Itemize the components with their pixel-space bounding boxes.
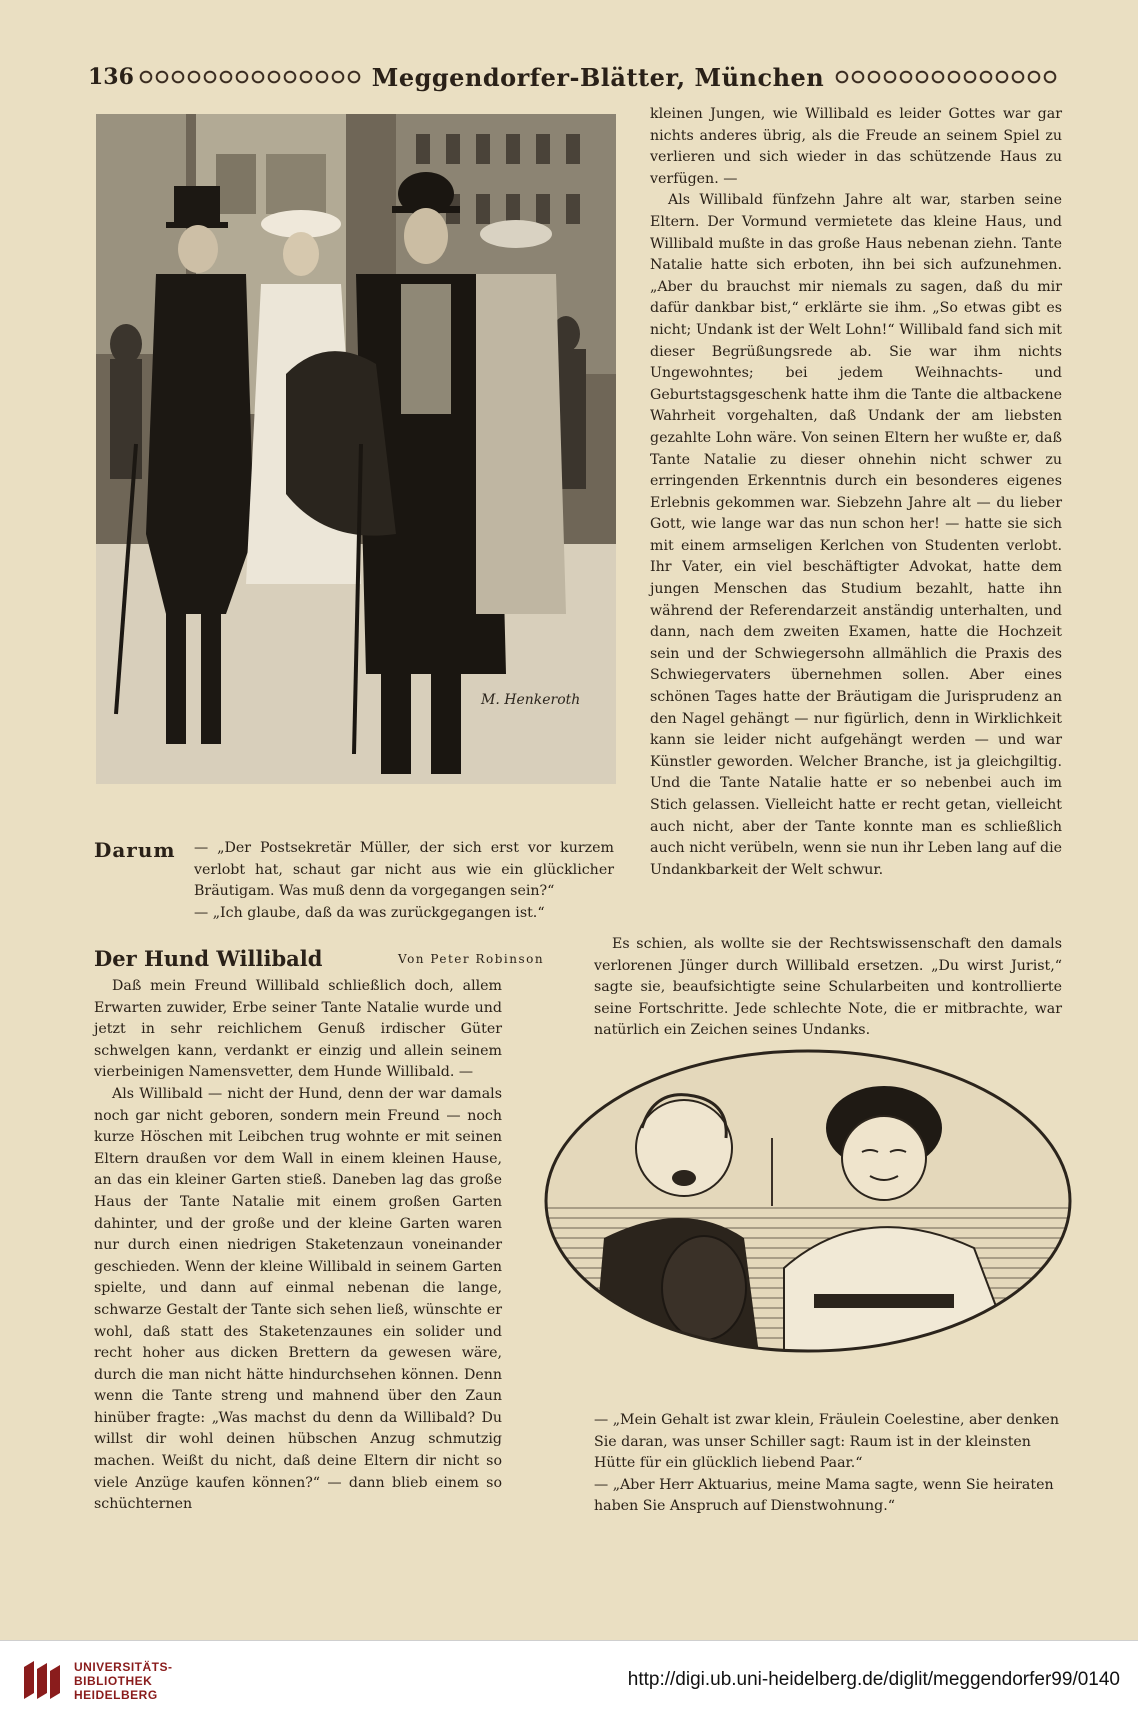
caption-title: Darum	[94, 838, 176, 862]
caption-line: — „Ich glaube, daß da was zurückgegangen ist.“	[194, 904, 545, 921]
left-text-column	[94, 976, 502, 1516]
library-name-line: BIBLIOTHEK	[74, 1674, 153, 1688]
illustration-street-scene	[96, 114, 616, 784]
caption-body	[194, 838, 614, 924]
illustration-couple-cartoon	[544, 1048, 1072, 1354]
library-logo-icon	[20, 1657, 62, 1703]
right-text-continuation	[594, 934, 1062, 1042]
caption-line: — „Der Postsekretär Müller, der sich erst vor kurzem verlobt hat, schaut gar nicht aus wie ein glücklicher Bräutigam. Was muß denn da vorgegangen sein?“	[194, 840, 614, 900]
cartoon-caption	[594, 1410, 1060, 1518]
source-url-link[interactable]: http://digi.ub.uni-heidelberg.de/diglit/meggendorfer99/0140	[627, 1669, 1120, 1690]
right-text-column	[650, 104, 1062, 881]
paragraph: Es schien, als wollte sie der Rechtswissenschaft den damals verlorenen Jünger durch Willibald ersetzen. „Du wirst Jurist,“ sagte sie, beaufsichtigte seine Schularbeiten und kontrollierte seine Fortschritte. Jede schlechte Note, die er mitbrachte, war natürlich ein Zeichen seines Undanks.	[594, 936, 1062, 1039]
caption-line: — „Aber Herr Aktuarius, meine Mama sagte, wenn Sie heiraten haben Sie Anspruch auf Dienstwohnung.“	[594, 1476, 1054, 1515]
paragraph: Als Willibald fünfzehn Jahre alt war, starben seine Eltern. Der Vormund vermietete das kleine Haus, und Willibald mußte in das große Haus nebenan ziehn. Tante Natalie hatte sich erboten, ihn bei sich aufzunehmen. „Aber du brauchst mir niemals zu sagen, daß du mir dafür dankbar bist,“ erklärte sie ihm. „So etwas gibt es nicht; Undank ist der Welt Lohn!“ Willibald fand sich mit dieser Begrüßungsrede ab. Sie war ihm nichts Ungewohntes; bei jedem Weihnachts- und Geburtstagsgeschenk hatte ihm die Tante die altbackene Wahrheit vorgehalten, daß Undank der am liebsten gezahlte Lohn wäre. Von seinen Eltern her wußte er, daß Tante Natalie zu dieser ohnehin nicht schwer zu erringenden Erkenntnis durch ein besonderes eigenes Erlebnis gekommen war. Siebzehn Jahre alt — du lieber Gott, wie lange war das nun schon her! — hatte sie sich mit einem armseligen Kerlchen von Studenten verlobt. Ihr Vater, ein viel beschäftigter Advokat, hatte dem jungen Menschen das Studium bezahlt, hatte ihn während der Referendarzeit anständig unterhalten, und dann, nach dem zweiten Examen, hatte die Hochzeit sein und der Schwiegersohn allmählich die Praxis des Schwiegervaters übernehmen sollen. Aber eines schönen Tages hatte der Bräutigam die Jurisprudenz an den Nagel gehängt — nur figürlich, denn in Wirklichkeit kann sie leider nicht aufgehängt werden — und war Künstler geworden. Welcher Branche, ist ja gleichgiltig. Und die Tante Natalie hatte er so nebenbei auch im Stich gelassen. Vielleicht hatte er recht getan, vielleicht auch nicht, aber der Tante konnte man es schließlich auch nicht verübeln, wenn sie nun ihr Leben lang auf die Undankbarkeit der Welt schwur.	[650, 192, 1062, 878]
library-name-line: HEIDELBERG	[74, 1688, 158, 1702]
caption-line: — „Mein Gehalt ist zwar klein, Fräulein Coelestine, aber denken Sie daran, was unser Schiller sagt: Raum ist in der kleinsten Hütte für ein glücklich liebend Paar.“	[594, 1412, 1059, 1472]
masthead: Meggendorfer-Blätter, München	[371, 62, 825, 92]
library-footer	[0, 1640, 1138, 1721]
paragraph: Daß mein Freund Willibald schließlich doch, allem Erwarten zuwider, Erbe seiner Tante Natalie wurde und jetzt in sehr reichlichem Genuß irdischer Güter schwelgen kann, verdankt er einzig und allein seinem vierbeinigen Namensvetter, dem Hunde Willibald. —	[94, 978, 502, 1081]
library-name-line: UNIVERSITÄTS-	[74, 1660, 173, 1674]
byline: Von Peter Robinson	[398, 952, 545, 966]
page-header	[88, 60, 1068, 94]
paragraph: kleinen Jungen, wie Willibald es leider Gottes war gar nichts anderes übrig, als die Freude an seinem Spiel zu verlieren und sich wieder in das schützende Haus zu verfügen. —	[650, 106, 1062, 187]
story-title: Der Hund Willibald	[94, 946, 323, 971]
paragraph: Als Willibald — nicht der Hund, denn der war damals noch gar nicht geboren, sondern mein Freund — noch kurze Höschen mit Leibchen trug wohnte er mit seinen Eltern draußen vor dem Wall in einem kleinen Hause, an das ein kleiner Garten stieß. Daneben lag das große Haus der Tante Natalie mit einem großen Garten dahinter, und der große und der kleine Garten waren nur durch einen niedrigen Staketenzaun voneinander geschieden. Wenn der kleine Willibald in seinem Garten spielte, und dann auf einmal nebenan die lange, schwarze Gestalt der Tante sich sehen ließ, wünschte er wohl, daß statt des Staketenzaunes ein solider und recht hoher aus dicken Brettern da gewesen wäre, durch die man nicht hätte hindurchsehen können. Denn wenn die Tante streng und mahnend über den Zaun hinüber fragte: „Was machst du denn da Willibald? Du willst dir wohl deinen hübschen Anzug schmutzig machen. Weißt du nicht, daß deine Eltern dir nicht so viele Anzüge kaufen können?“ — dann blieb einem so schüchternen	[94, 1085, 502, 1513]
library-name	[74, 1660, 173, 1702]
page-number: 136	[88, 64, 134, 90]
ornament-right	[834, 70, 1058, 84]
ornament-left	[138, 70, 362, 84]
illustration-signature: M. Henkeroth	[481, 692, 581, 708]
